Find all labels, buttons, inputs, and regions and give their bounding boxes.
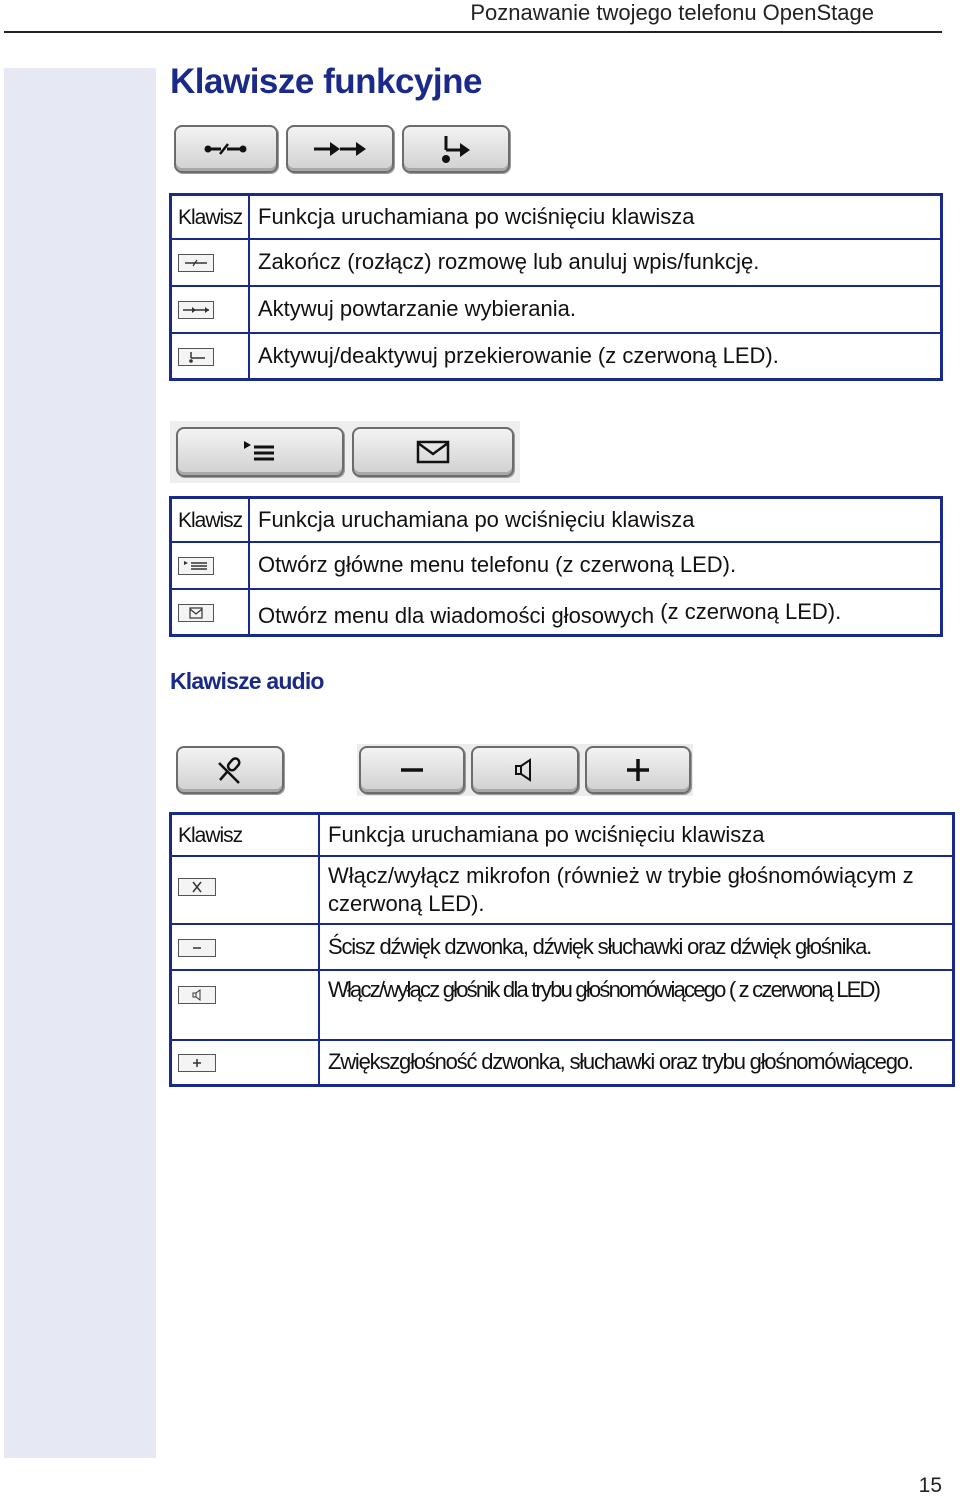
mute-icon xyxy=(215,755,245,785)
table-row xyxy=(171,856,954,924)
speaker-icon xyxy=(513,757,537,783)
row-description: Zakończ (rozłącz) rozmowę lub anuluj wpis/funkcję. xyxy=(249,239,942,286)
row-description: Aktywuj/deaktywuj przekierowanie (z czerwoną LED). xyxy=(249,333,942,380)
row-description: Zwiększgłośność dzwonka, słuchawki oraz trybu głośnomówiącego. xyxy=(319,1040,954,1086)
header-function-label: Funkcja uruchamiana po wciśnięciu klawisza xyxy=(258,506,695,532)
forwarding-icon xyxy=(178,348,214,366)
header-key-label: Klawisz xyxy=(178,205,243,229)
forwarding-key[interactable] xyxy=(402,125,510,173)
row-description: Aktywuj powtarzanie wybierania. xyxy=(249,286,942,333)
function-keys-table-1 xyxy=(169,193,943,381)
header-key-label: Klawisz xyxy=(178,508,243,532)
mailbox-icon xyxy=(178,604,214,622)
speaker-key[interactable] xyxy=(471,746,579,794)
key-icon-cell xyxy=(171,1040,320,1086)
header-function-label: Funkcja uruchamiana po wciśnięciu klawisza xyxy=(328,821,765,847)
page-header-title: Poznawanie twojego telefonu OpenStage xyxy=(470,0,874,25)
forwarding-icon xyxy=(436,134,476,164)
key-icon-cell xyxy=(171,542,250,589)
redial-key[interactable] xyxy=(286,125,394,173)
mute-key[interactable] xyxy=(176,746,284,794)
plus-icon xyxy=(625,757,651,783)
table-row xyxy=(171,239,942,286)
mute-icon xyxy=(178,878,216,896)
speaker-icon xyxy=(178,986,216,1004)
audio-keys-title: Klawisze audio xyxy=(170,668,324,694)
header-function-cell xyxy=(319,814,954,856)
function-keys-strip-2 xyxy=(170,421,520,483)
row-description-a: Otwórz menu dla wiadomości głosowych xyxy=(258,602,655,628)
row-description: Ścisz dźwięk dzwonka, dźwięk słuchawki oraz dźwięk głośnika. xyxy=(319,924,954,970)
release-icon xyxy=(178,254,214,272)
plus-icon xyxy=(178,1054,216,1072)
table-row xyxy=(171,286,942,333)
row-description-b: (z czerwoną LED). xyxy=(660,598,842,624)
table-row xyxy=(171,924,954,970)
header-key-label: Klawisz xyxy=(178,823,243,847)
table-header-row xyxy=(171,498,942,542)
table-row xyxy=(171,542,942,589)
redial-icon xyxy=(312,139,368,159)
menu-icon xyxy=(242,439,278,465)
function-keys-strip-1 xyxy=(174,125,510,173)
table-row xyxy=(171,1040,954,1086)
key-icon-cell xyxy=(171,286,250,333)
release-icon xyxy=(203,139,249,159)
header-key-cell xyxy=(171,498,250,542)
menu-icon xyxy=(178,557,214,575)
key-icon-cell xyxy=(171,239,250,286)
table-header-row xyxy=(171,195,942,239)
row-description: Otwórz główne menu telefonu (z czerwoną LED). xyxy=(249,542,942,589)
page-number: 15 xyxy=(918,1474,942,1497)
function-keys-table-2 xyxy=(169,496,943,637)
audio-keys-strip-mute xyxy=(176,746,284,794)
volume-down-key[interactable] xyxy=(359,746,465,794)
row-description xyxy=(249,589,942,636)
key-icon-cell xyxy=(171,924,320,970)
key-icon-cell xyxy=(171,589,250,636)
row-description: Włącz/wyłącz głośnik dla trybu głośnomówiącego ( z czerwoną LED) xyxy=(319,970,954,1040)
key-icon-cell xyxy=(171,333,250,380)
sidebar-margin xyxy=(4,68,156,1458)
audio-keys-table xyxy=(169,812,955,1087)
key-icon-cell xyxy=(171,856,320,924)
volume-up-key[interactable] xyxy=(585,746,691,794)
key-icon-cell xyxy=(171,970,320,1040)
redial-icon xyxy=(178,301,214,319)
table-row xyxy=(171,589,942,636)
header-key-cell xyxy=(171,195,250,239)
section-title: Klawisze funkcyjne xyxy=(170,62,482,101)
header-function-cell xyxy=(249,195,942,239)
table-row xyxy=(171,970,954,1040)
table-header-row xyxy=(171,814,954,856)
audio-keys-strip-volume xyxy=(357,744,693,796)
minus-icon xyxy=(178,939,216,957)
mailbox-key[interactable] xyxy=(352,427,514,477)
menu-key[interactable] xyxy=(176,427,344,477)
header-key-cell xyxy=(171,814,320,856)
header-rule xyxy=(4,31,942,33)
header-function-label: Funkcja uruchamiana po wciśnięciu klawisza xyxy=(258,203,695,229)
mailbox-icon xyxy=(416,440,450,464)
table-row xyxy=(171,333,942,380)
header-function-cell xyxy=(249,498,942,542)
minus-icon xyxy=(399,760,425,780)
row-description: Włącz/wyłącz mikrofon (również w trybie głośnomówiącym z czerwoną LED). xyxy=(319,856,954,924)
release-key[interactable] xyxy=(174,125,278,173)
